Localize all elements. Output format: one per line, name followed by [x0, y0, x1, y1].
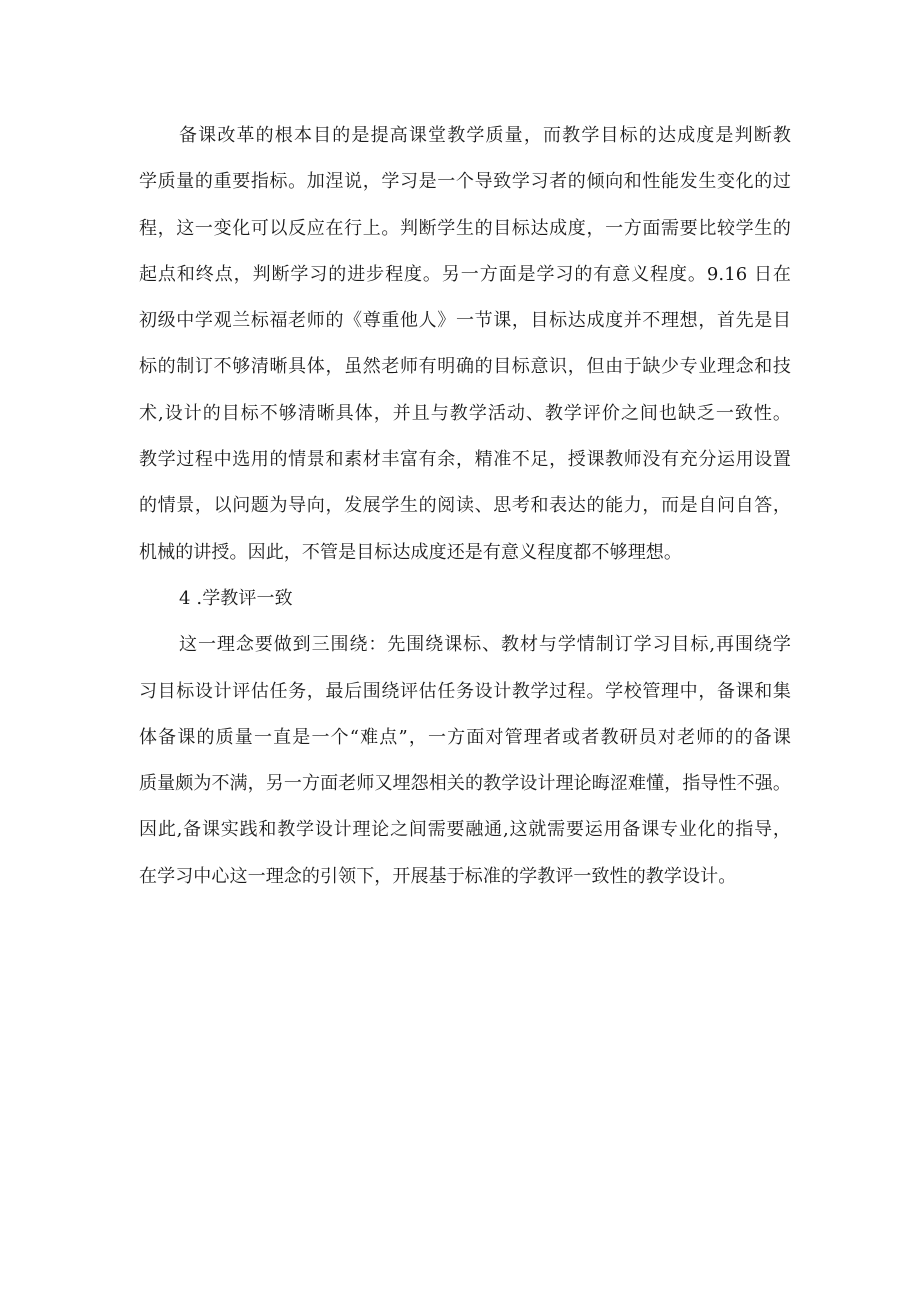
document-body — [139, 113, 791, 900]
text-line: 这一理念要做到三围绕：先围绕课标、教材与学情制订学习目标,再围绕学 — [179, 634, 791, 656]
text-line: 教学过程中选用的情景和素材丰富有余，精准不足，授课教师没有充分运用设置 — [139, 449, 791, 471]
text-line: 的情景，以问题为导向，发展学生的阅读、思考和表达的能力，而是自问自答， — [139, 495, 791, 517]
text-line: 学质量的重要指标。加涅说，学习是一个导致学习者的倾向和性能发生变化的过 — [139, 171, 791, 193]
text-line: 术,设计的目标不够清晰具体，并且与教学活动、教学评价之间也缺乏一致性。 — [139, 402, 791, 424]
text-line: 质量颇为不满，另一方面老师又埋怨相关的教学设计理论晦涩难懂，指导性不强。 — [139, 773, 791, 795]
text-line: 习目标设计评估任务，最后围绕评估任务设计教学过程。学校管理中，备课和集 — [139, 680, 791, 702]
text-line: 备课改革的根本目的是提高课堂教学质量，而教学目标的达成度是判断教 — [179, 125, 791, 146]
section-heading: 4 .学教评一致 — [179, 587, 293, 609]
paragraph-2 — [139, 622, 791, 900]
text-line: 标的制订不够清晰具体，虽然老师有明确的目标意识，但由于缺少专业理念和技 — [139, 356, 791, 378]
text-line: 机械的讲授。因此，不管是目标达成度还是有意义程度都不够理想。 — [139, 541, 682, 563]
text-line: 在学习中心这一理念的引领下，开展基于标准的学教评一致性的教学设计。 — [139, 865, 737, 887]
text-line: 初级中学观兰标福老师的《尊重他人》一节课，目标达成度并不理想，首先是目 — [139, 310, 791, 332]
text-line: 因此,备课实践和教学设计理论之间需要融通,这就需要运用备课专业化的指导， — [139, 819, 791, 841]
text-line: 起点和终点，判断学习的进步程度。另一方面是学习的有意义程度。9.16 日在 — [139, 263, 791, 285]
paragraph-1 — [139, 113, 791, 576]
text-line: 体备课的质量一直是一个“难点”，一方面对管理者或者教研员对老师的的备课 — [139, 726, 791, 748]
text-line: 程，这一变化可以反应在行上。判断学生的目标达成度，一方面需要比较学生的 — [139, 217, 791, 239]
